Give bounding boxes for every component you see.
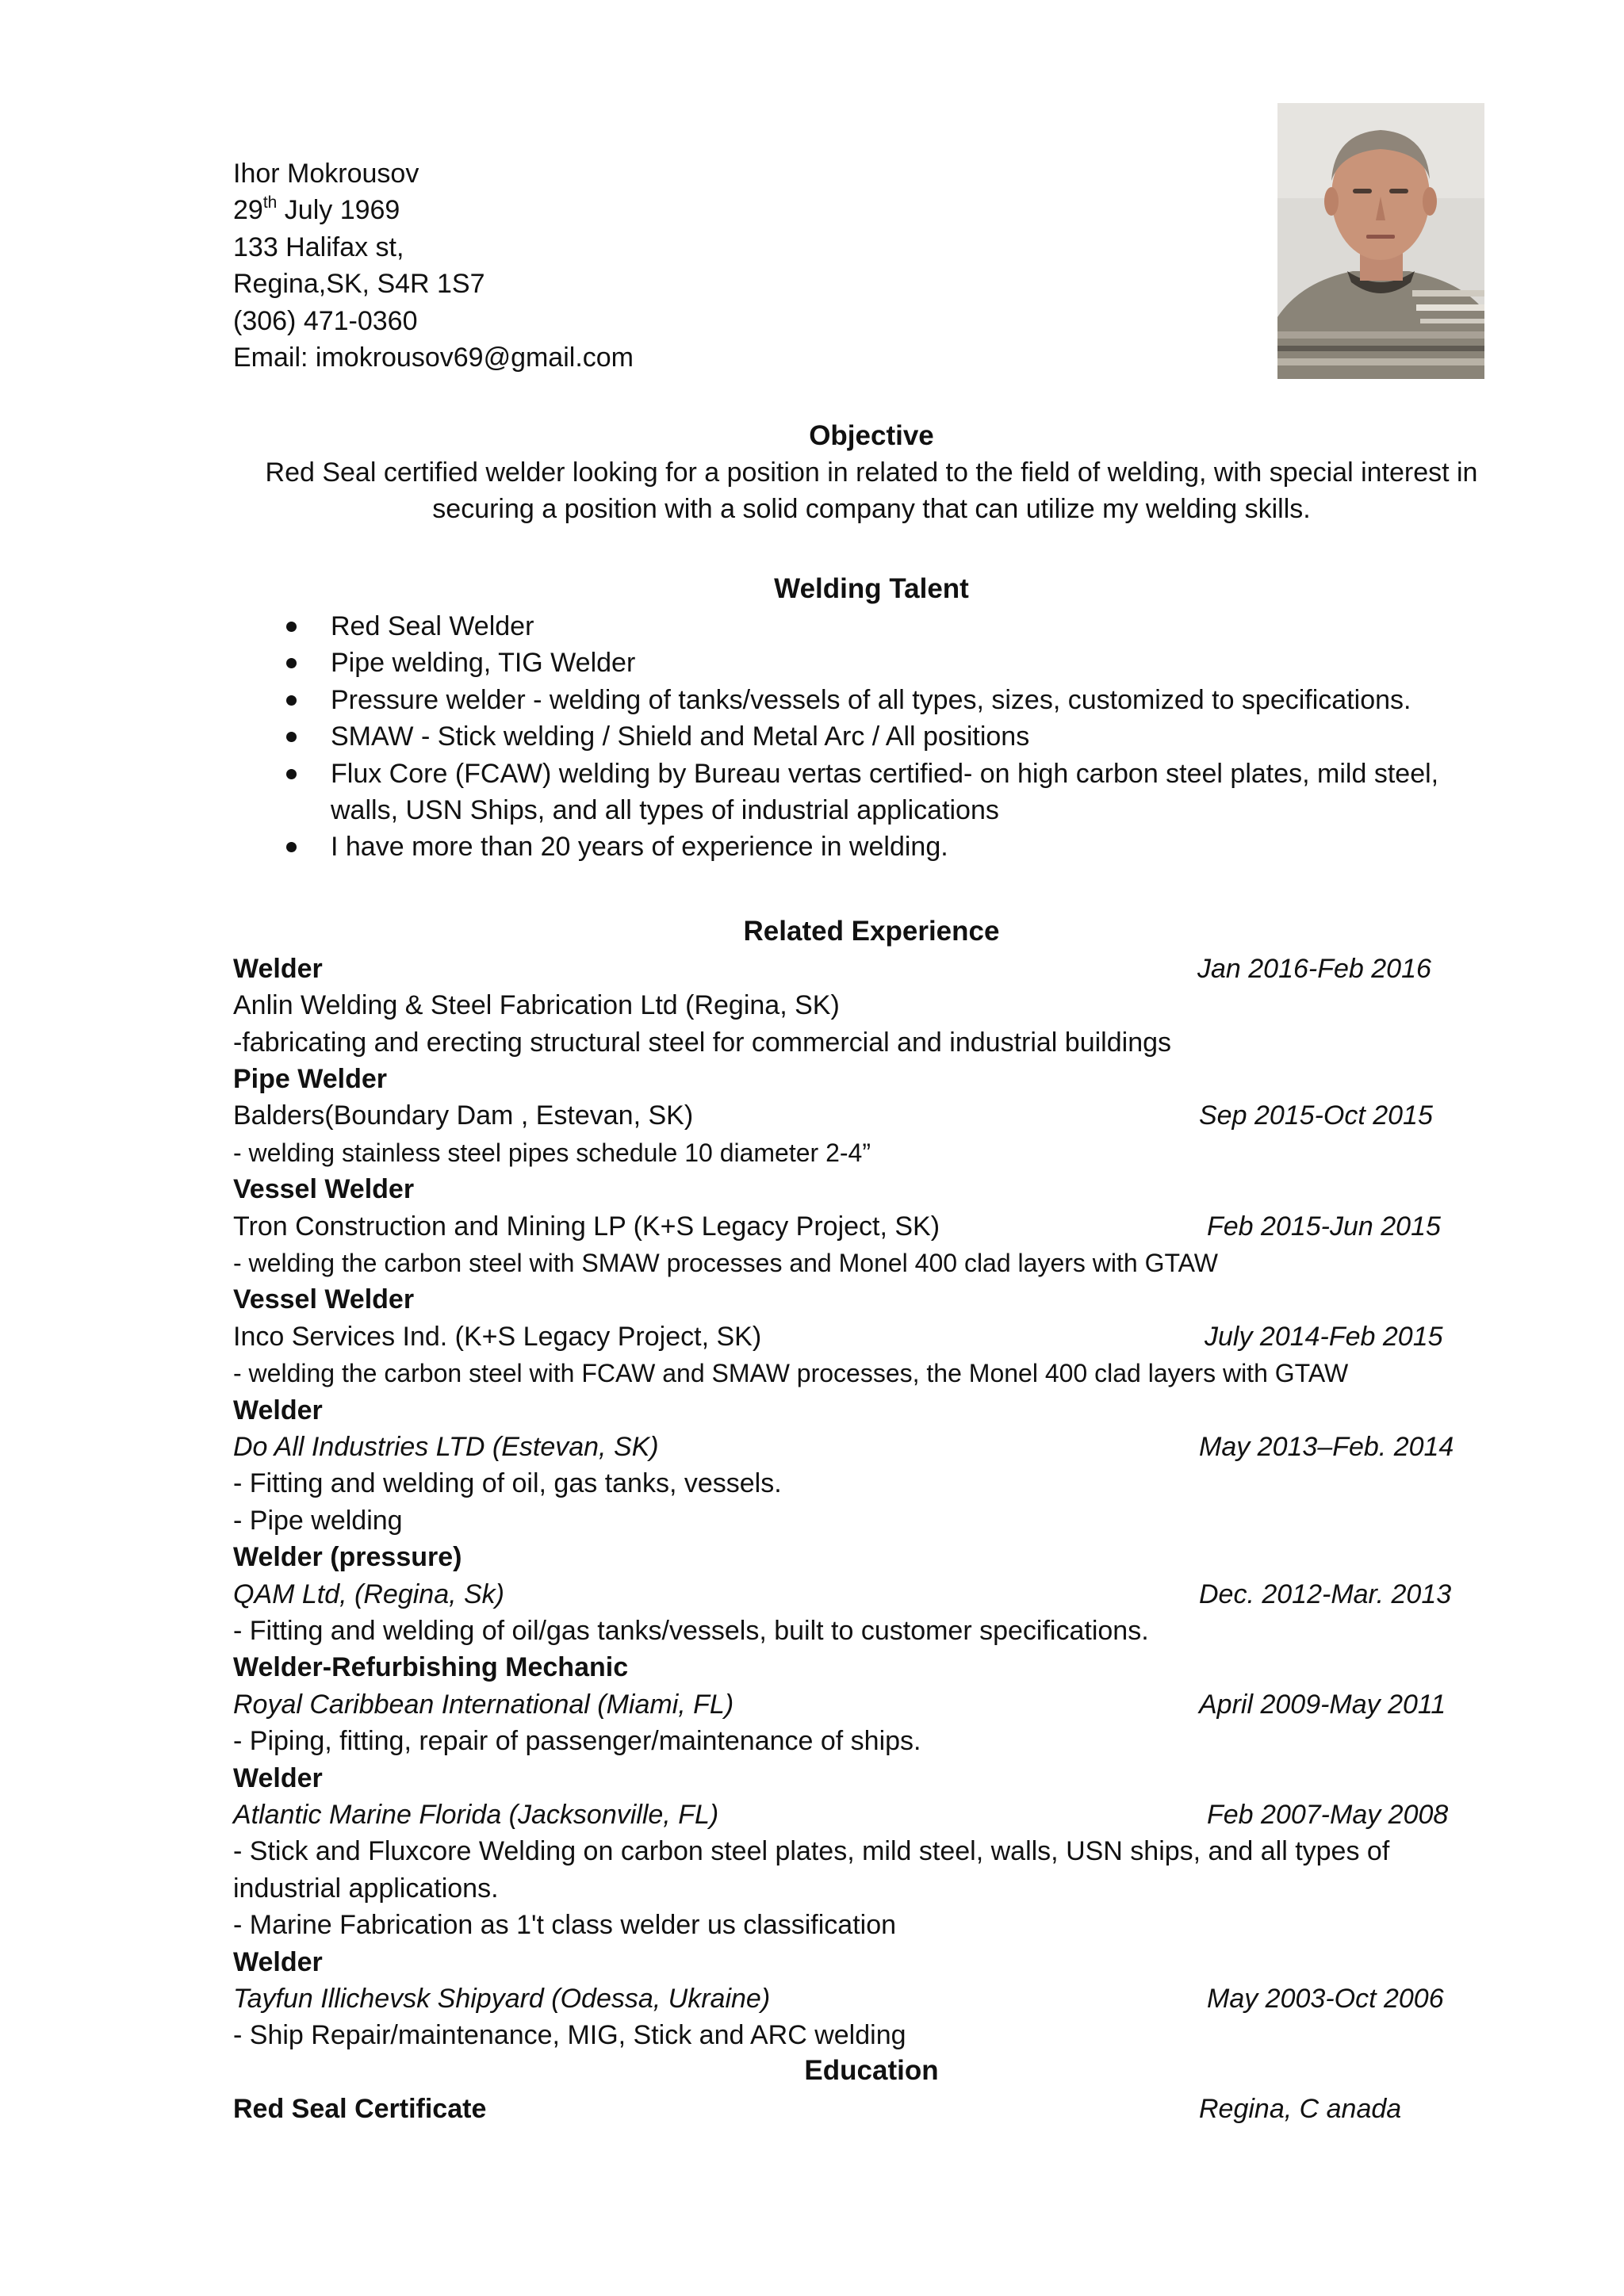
job-company: Atlantic Marine Florida (Jacksonville, FL) — [233, 1800, 719, 1830]
job-description: industrial applications. — [233, 1873, 499, 1904]
list-item: I have more than 20 years of experience in welding. — [233, 828, 1438, 865]
list-item: Pipe welding, TIG Welder — [233, 645, 1438, 681]
job-dates: May 2013–Feb. 2014 — [1199, 1432, 1454, 1462]
job-dates: Sep 2015-Oct 2015 — [1199, 1100, 1433, 1131]
education-heading: Education — [804, 2055, 939, 2086]
list-item: SMAW - Stick welding / Shield and Metal Arc / All positions — [233, 718, 1438, 755]
education-location: Regina, C anada — [1199, 2094, 1402, 2124]
job-company: Do All Industries LTD (Estevan, SK) — [233, 1432, 659, 1462]
experience-heading: Related Experience — [743, 916, 1000, 947]
job-description: - Pipe welding — [233, 1506, 403, 1536]
job-title: Welder — [233, 954, 323, 984]
job-title: Welder — [233, 1947, 323, 1977]
job-description: - Piping, fitting, repair of passenger/maintenance of ships. — [233, 1726, 921, 1756]
job-dates: April 2009-May 2011 — [1199, 1689, 1446, 1720]
job-dates: Dec. 2012-Mar. 2013 — [1199, 1579, 1452, 1609]
job-dates: Feb 2007-May 2008 — [1207, 1800, 1449, 1830]
contact-block — [233, 155, 634, 376]
education-title: Red Seal Certificate — [233, 2094, 487, 2124]
job-description: - Fitting and welding of oil/gas tanks/vessels, built to customer specifications. — [233, 1616, 1149, 1646]
job-company: Tayfun Illichevsk Shipyard (Odessa, Ukraine) — [233, 1984, 771, 2014]
contact-street: 133 Halifax st, — [233, 232, 404, 262]
job-title: Welder — [233, 1395, 323, 1425]
bullet-icon — [286, 622, 297, 632]
job-description: - welding the carbon steel with SMAW processes and Monel 400 clad layers with GTAW — [233, 1249, 1218, 1277]
job-title: Vessel Welder — [233, 1174, 415, 1204]
job-description: - Marine Fabrication as 1't class welder us classification — [233, 1910, 897, 1940]
job-title: Pipe Welder — [233, 1064, 387, 1094]
job-company: Balders(Boundary Dam , Estevan, SK) — [233, 1100, 694, 1131]
list-item-continuation: walls, USN Ships, and all types of industrial applications — [331, 795, 999, 826]
contact-email: Email: imokrousov69@gmail.com — [233, 342, 634, 373]
contact-dob — [233, 192, 634, 228]
job-dates: July 2014-Feb 2015 — [1205, 1322, 1443, 1352]
dob-day: 29 — [233, 195, 263, 226]
dob-rest: July 1969 — [277, 195, 400, 226]
job-title: Welder — [233, 1763, 323, 1793]
job-dates: Jan 2016-Feb 2016 — [1197, 954, 1431, 984]
bullet-icon — [286, 842, 297, 852]
talent-list — [233, 608, 1438, 866]
job-title: Vessel Welder — [233, 1284, 415, 1314]
bullet-icon — [286, 769, 297, 779]
job-company: QAM Ltd, (Regina, Sk) — [233, 1579, 505, 1609]
dob-suffix: th — [262, 193, 278, 212]
job-company: Inco Services Ind. (K+S Legacy Project, SK) — [233, 1322, 762, 1352]
portrait-image — [1277, 103, 1484, 379]
objective-text — [233, 454, 1510, 528]
list-item: Red Seal Welder — [233, 608, 1438, 645]
job-company: Tron Construction and Mining LP (K+S Legacy Project, SK) — [233, 1211, 940, 1242]
job-description: -fabricating and erecting structural steel for commercial and industrial buildings — [233, 1027, 1172, 1058]
job-description: - Ship Repair/maintenance, MIG, Stick and ARC welding — [233, 2020, 906, 2050]
job-description: - Stick and Fluxcore Welding on carbon steel plates, mild steel, walls, USN ships, and all types of — [233, 1836, 1390, 1866]
list-item: Pressure welder - welding of tanks/vessels of all types, sizes, customized to specifications. — [233, 682, 1438, 718]
contact-name: Ihor Mokrousov — [233, 159, 419, 189]
job-dates: Feb 2015-Jun 2015 — [1207, 1211, 1441, 1242]
job-title: Welder (pressure) — [233, 1542, 462, 1572]
list-item: Flux Core (FCAW) welding by Bureau vertas certified- on high carbon steel plates, mild steel, — [233, 756, 1438, 792]
objective-heading: Objective — [809, 420, 934, 451]
bullet-icon — [286, 695, 297, 706]
job-company: Royal Caribbean International (Miami, FL) — [233, 1689, 734, 1720]
bullet-icon — [286, 658, 297, 668]
objective-line-1: Red Seal certified welder looking for a position in related to the field of welding, with special interest in — [265, 457, 1478, 488]
bullet-icon — [286, 732, 297, 742]
job-dates: May 2003-Oct 2006 — [1207, 1984, 1444, 2014]
job-title: Welder-Refurbishing Mechanic — [233, 1652, 629, 1682]
job-description: - Fitting and welding of oil, gas tanks, vessels. — [233, 1468, 782, 1498]
job-company: Anlin Welding & Steel Fabrication Ltd (Regina, SK) — [233, 990, 840, 1020]
contact-city: Regina,SK, S4R 1S7 — [233, 269, 485, 300]
objective-line-2: securing a position with a solid company that can utilize my welding skills. — [432, 494, 1311, 525]
contact-phone: (306) 471-0360 — [233, 305, 418, 336]
profile-photo — [1277, 103, 1484, 379]
job-description: - welding stainless steel pipes schedule 10 diameter 2-4” — [233, 1138, 871, 1167]
talent-heading: Welding Talent — [774, 573, 969, 604]
job-description: - welding the carbon steel with FCAW and SMAW processes, the Monel 400 clad layers with GTAW — [233, 1359, 1349, 1387]
